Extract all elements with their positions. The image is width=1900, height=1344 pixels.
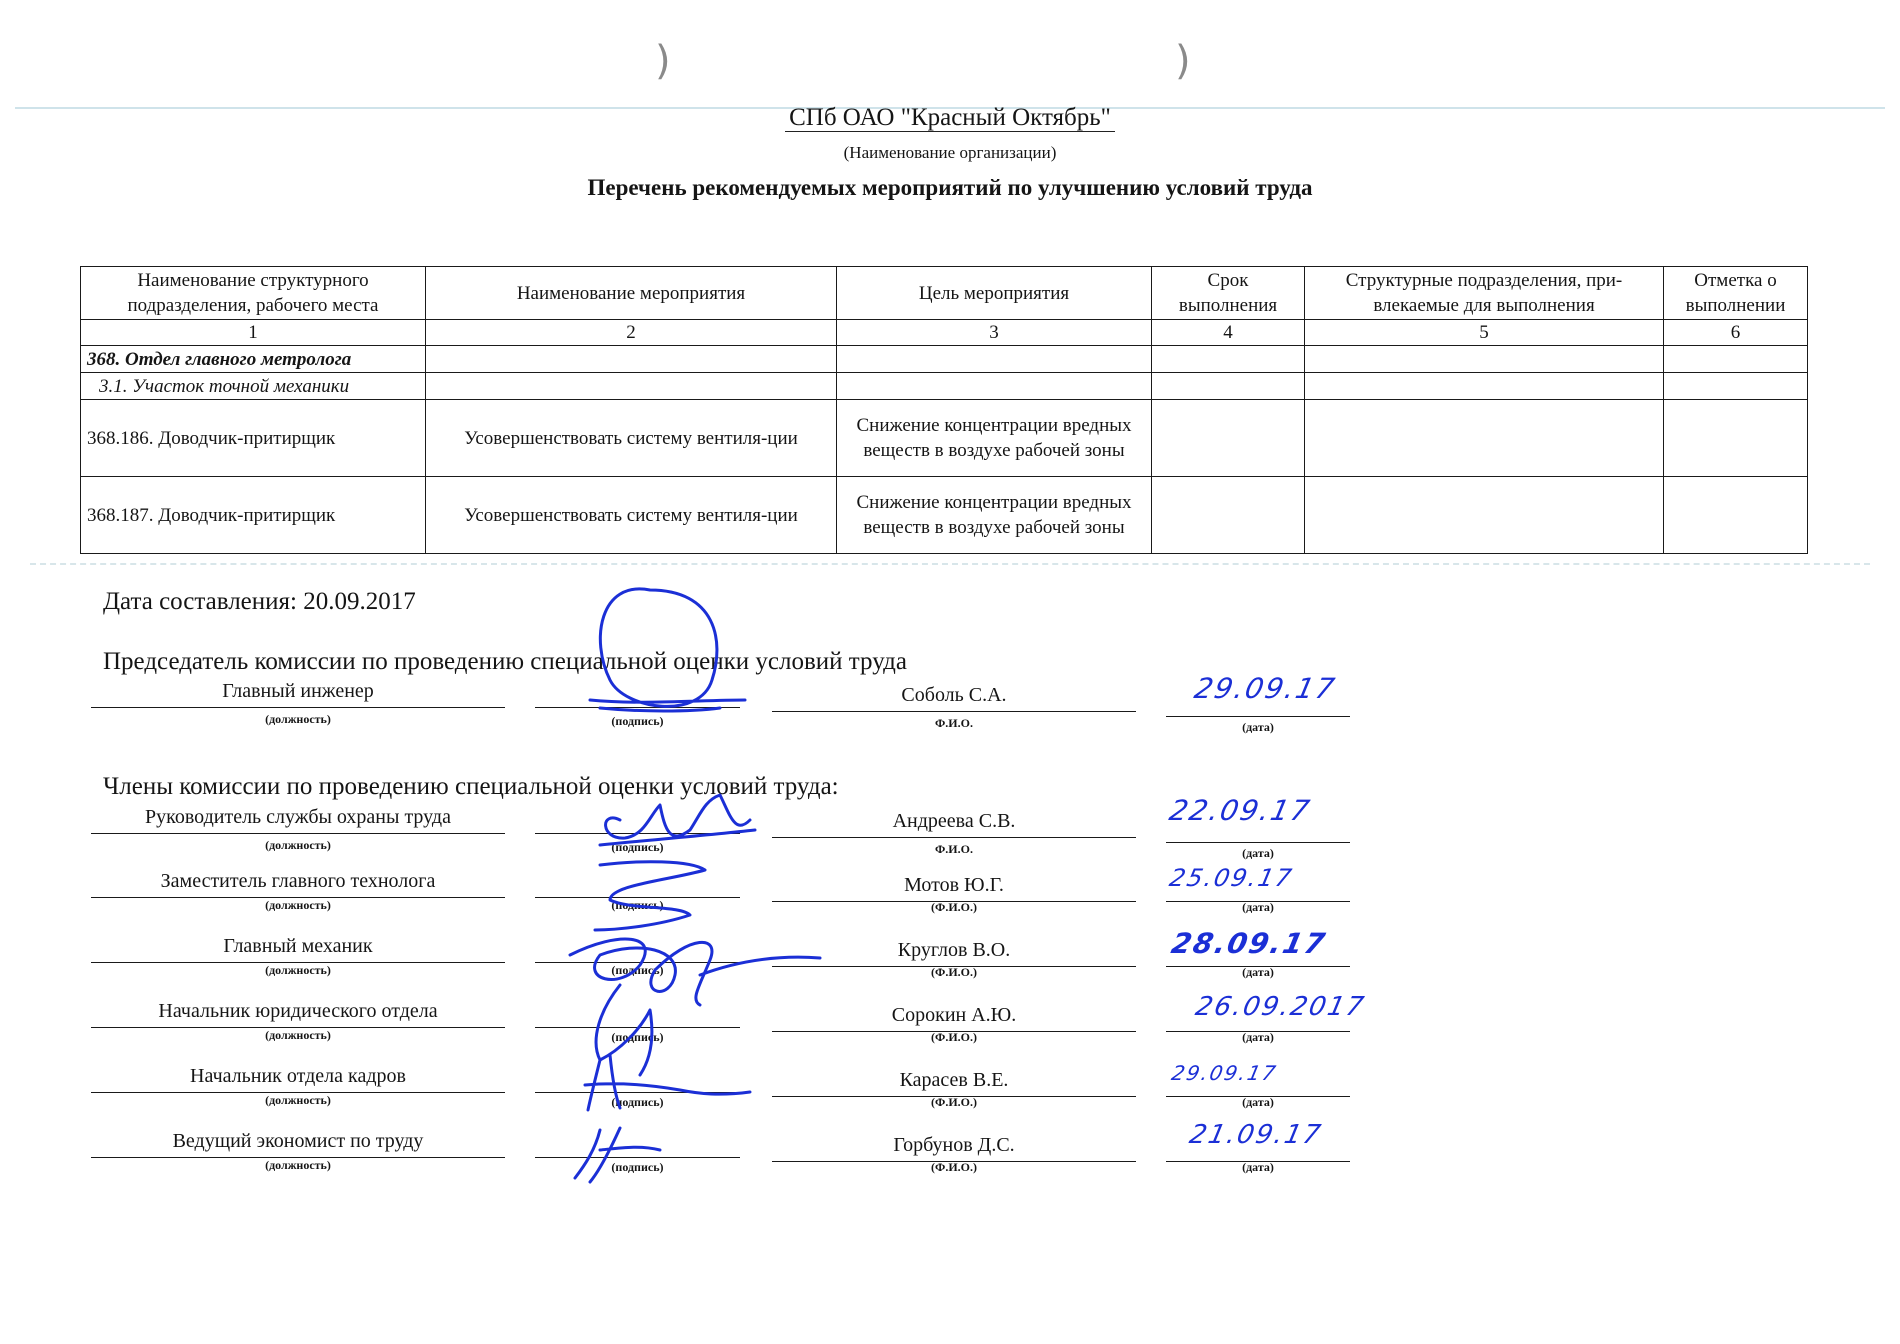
column-header: Отметка о выполнении <box>1664 267 1808 320</box>
position-caption: (должность) <box>265 963 331 977</box>
date-handwritten: 21.09.17 <box>1186 1120 1325 1150</box>
cell-goal: Снижение концентрации вредных веществ в воздухе рабочей зоны <box>837 477 1152 554</box>
date-handwritten: 26.09.2017 <box>1192 992 1369 1022</box>
date-handwritten: 22.09.17 <box>1166 794 1315 827</box>
punch-hole-left: ) <box>655 38 671 84</box>
column-number: 4 <box>1152 320 1305 346</box>
column-header: Срок выполнения <box>1152 267 1305 320</box>
signature-member-4 <box>596 985 652 1075</box>
position-field: Ведущий экономист по труду <box>91 1130 505 1158</box>
date-caption: (дата) <box>1242 720 1274 734</box>
column-header: Структурные подразделения, при-влекаемые для выполнения <box>1305 267 1664 320</box>
column-number: 5 <box>1305 320 1664 346</box>
signature-caption: (подпись) <box>611 963 664 977</box>
position-caption: (должность) <box>265 1158 331 1172</box>
position-field: Заместитель главного технолога <box>91 870 505 898</box>
date-caption: (дата) <box>1242 900 1274 914</box>
name-caption: Ф.И.О. <box>935 842 973 856</box>
position-field: Начальник отдела кадров <box>91 1065 505 1093</box>
signature-member-1 <box>600 795 755 845</box>
organization-name: СПб ОАО "Красный Октябрь" <box>0 104 1900 132</box>
column-number: 3 <box>837 320 1152 346</box>
date-handwritten: 29.09.17 <box>1191 672 1340 705</box>
date-caption: (дата) <box>1242 965 1274 979</box>
column-number: 2 <box>426 320 837 346</box>
cell-workplace: 368.186. Доводчик-притирщик <box>81 400 426 477</box>
name-caption: (Ф.И.О.) <box>931 1160 977 1174</box>
name-field: Круглов В.О. <box>772 939 1136 967</box>
compiled-date: Дата составления: 20.09.2017 <box>103 588 416 615</box>
signature-member-5 <box>585 1055 750 1110</box>
name-caption: Ф.И.О. <box>935 716 973 730</box>
position-field: Руководитель службы охраны труда <box>91 806 505 834</box>
signature-caption: (подпись) <box>611 1030 664 1044</box>
date-handwritten: 28.09.17 <box>1168 927 1330 960</box>
signature-caption: (подпись) <box>611 714 664 728</box>
name-field: Сорокин А.Ю. <box>772 1004 1136 1032</box>
name-caption: (Ф.И.О.) <box>931 1095 977 1109</box>
cell-goal: Снижение концентрации вредных веществ в воздухе рабочей зоны <box>837 400 1152 477</box>
cell-workplace: 368.187. Доводчик-притирщик <box>81 477 426 554</box>
date-handwritten: 29.09.17 <box>1169 1061 1280 1085</box>
subsection-title: 3.1. Участок точной механики <box>81 373 426 400</box>
date-caption: (дата) <box>1242 1160 1274 1174</box>
signature-caption: (подпись) <box>611 840 664 854</box>
position-caption: (должность) <box>265 898 331 912</box>
name-caption: (Ф.И.О.) <box>931 900 977 914</box>
position-caption: (должность) <box>265 712 331 726</box>
name-caption: (Ф.И.О.) <box>931 1030 977 1044</box>
cell-measure: Усовершенствовать систему вентиля-ции <box>426 477 837 554</box>
date-handwritten: 25.09.17 <box>1167 864 1296 892</box>
column-header: Цель мероприятия <box>837 267 1152 320</box>
organization-caption: (Наименование организации) <box>843 143 1057 162</box>
signature-caption: (подпись) <box>611 898 664 912</box>
position-field: Главный механик <box>91 935 505 963</box>
cell-measure: Усовершенствовать систему вентиля-ции <box>426 400 837 477</box>
date-caption: (дата) <box>1242 846 1274 860</box>
column-number: 6 <box>1664 320 1808 346</box>
name-field: Андреева С.В. <box>772 810 1136 838</box>
position-field: Начальник юридического отдела <box>91 1000 505 1028</box>
position-caption: (должность) <box>265 1093 331 1107</box>
name-field: Мотов Ю.Г. <box>772 874 1136 902</box>
signature-caption: (подпись) <box>611 1160 664 1174</box>
column-header: Наименование структурного подразделения, рабочего места <box>81 267 426 320</box>
document-title: Перечень рекомендуемых мероприятий по улучшению условий труда <box>587 175 1313 200</box>
position-caption: (должность) <box>265 1028 331 1042</box>
section-title: 368. Отдел главного метролога <box>81 346 426 373</box>
signature-member-2 <box>595 862 705 930</box>
name-field: Горбунов Д.С. <box>772 1134 1136 1162</box>
chairman-heading: Председатель комиссии по проведению специальной оценки условий труда <box>103 648 907 675</box>
position-caption: (должность) <box>265 838 331 852</box>
column-header: Наименование мероприятия <box>426 267 837 320</box>
column-number: 1 <box>81 320 426 346</box>
punch-hole-right: ) <box>1175 38 1191 84</box>
signature-member-6 <box>575 1128 660 1182</box>
members-heading: Члены комиссии по проведению специальной оценки условий труда: <box>103 773 839 800</box>
date-caption: (дата) <box>1242 1030 1274 1044</box>
name-field: Карасев В.Е. <box>772 1069 1136 1097</box>
signature-chairman <box>590 589 745 711</box>
date-caption: (дата) <box>1242 1095 1274 1109</box>
signature-member-3 <box>570 939 820 1005</box>
position-field: Главный инженер <box>91 680 505 708</box>
name-field: Соболь С.А. <box>772 684 1136 712</box>
signature-caption: (подпись) <box>611 1095 664 1109</box>
name-caption: (Ф.И.О.) <box>931 965 977 979</box>
